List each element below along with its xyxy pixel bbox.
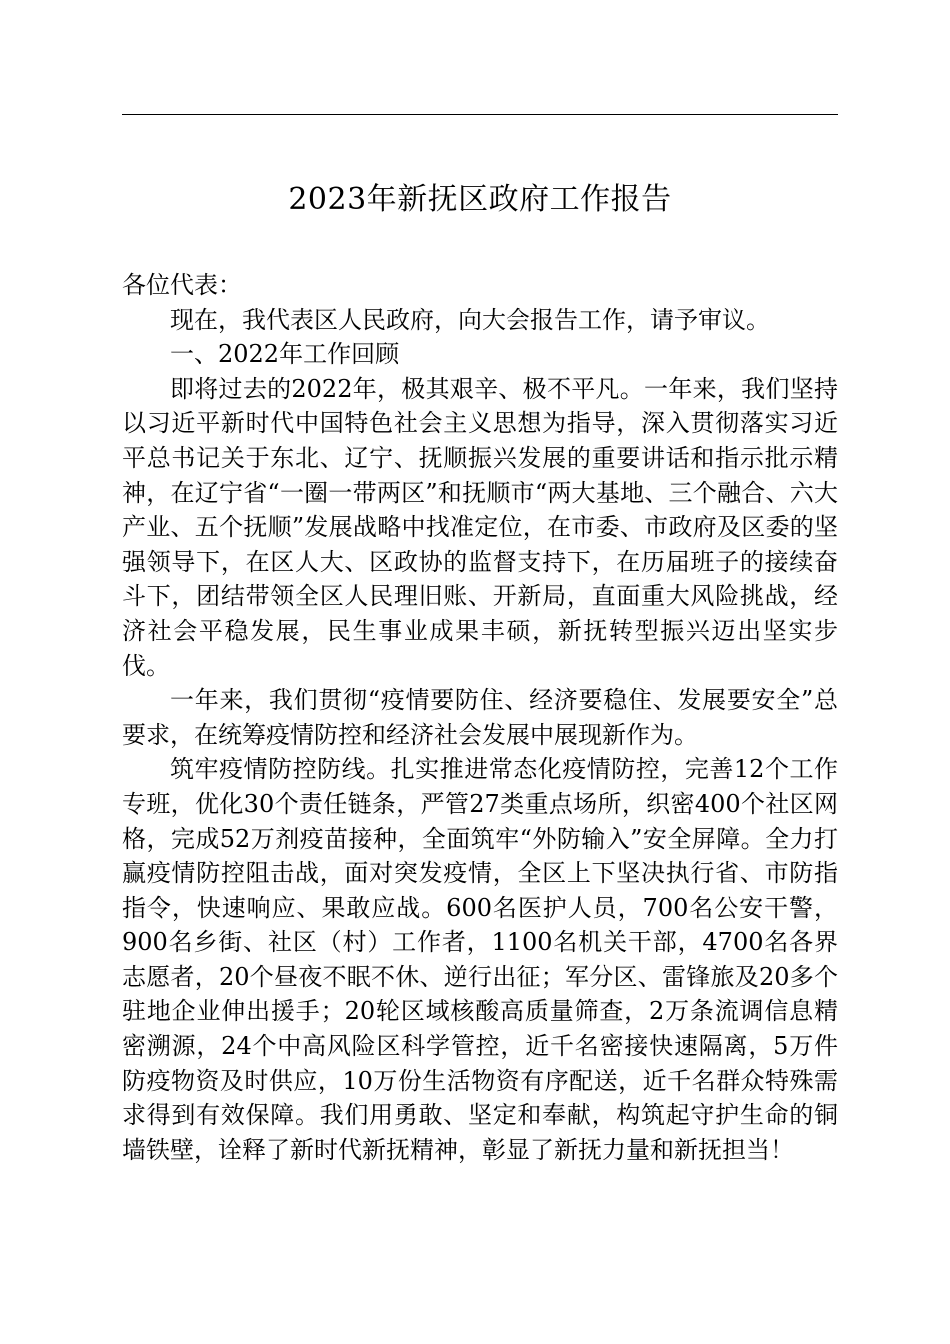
header-rule [122, 114, 838, 115]
paragraph-requirements: 一年来，我们贯彻“疫情要防住、经济要稳住、发展要安全”总要求，在统筹疫情防控和经济社会发展中展现新作为。 [122, 686, 838, 749]
paragraph-epidemic-control: 筑牢疫情防控防线。扎实推进常态化疫情防控，完善12个工作专班，优化30个责任链条，严管27类重点场所，织密400个社区网格，完成52万剂疫苗接种，全面筑牢“外防输入”安全屏障。全力打赢疫情防控阻击战，面对突发疫情，全区上下坚决执行省、市防指指令，快速响应、果敢应战。600名医护人员，700名公安干警，900名乡街、社区（村）工作者，1100名机关干部，4700名各界志愿者，20个昼夜不眠不休、逆行出征；军分区、雷锋旅及20多个驻地企业伸出援手；20轮区域核酸高质量筛查，2万条流调信息精密溯源，24个中高风险区科学管控，近千名密接快速隔离，5万件防疫物资及时供应，10万份生活物资有序配送，近千名群众特殊需求得到有效保障。我们用勇敢、坚定和奉献，构筑起守护生命的铜墙铁壁，诠释了新时代新抚精神，彰显了新抚力量和新抚担当！ [122, 755, 838, 1164]
section-heading: 一、2022年工作回顾 [170, 340, 400, 369]
salutation: 各位代表： [122, 271, 242, 299]
paragraph-opening: 现在，我代表区人民政府，向大会报告工作，请予审议。 [170, 305, 770, 334]
paragraph-review: 即将过去的2022年，极其艰辛、极不平凡。一年来，我们坚持以习近平新时代中国特色社会主义思想为指导，深入贯彻落实习近平总书记关于东北、辽宁、抚顺振兴发展的重要讲话和指示批示精神，在辽宁省“一圈一带两区”和抚顺市“两大基地、三个融合、六大产业、五个抚顺”发展战略中找准定位，在市委、市政府及区委的坚强领导下，在区人大、区政协的监督支持下，在历届班子的接续奋斗下，团结带领全区人民理旧账、开新局，直面重大风险挑战，经济社会平稳发展，民生事业成果丰硕，新抚转型振兴迈出坚实步伐。 [122, 374, 838, 680]
document-title: 2023年新抚区政府工作报告 [288, 182, 672, 217]
document-body [122, 268, 838, 1167]
